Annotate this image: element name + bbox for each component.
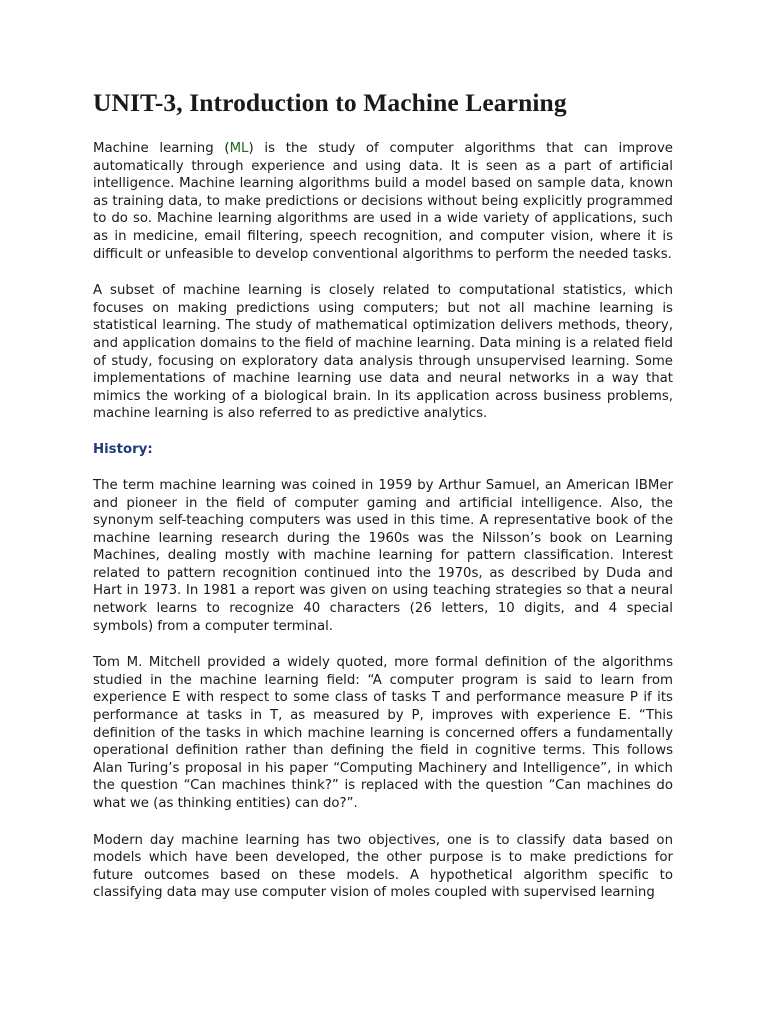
history-paragraph-mitchell: Tom M. Mitchell provided a widely quoted, more formal definition of the algorithms studied in the machine learning field: “A computer program is said to learn from experience E with respect to some class of tasks T and performance measure P if its performance at tasks in T, as measured by P, improves with experience E. “This definition of the tasks in which machine learning is concerned offers a fundamentally operational definition rather than defining the field in cognitive terms. This follows Alan Turing’s proposal in his paper “Computing Machinery and Intelligence”, in which the question “Can machines think?” is replaced with the question “Can machines do what we (as thinking entities) can do?”. [93, 655, 673, 811]
intro-text-rest: ) is the study of computer algorithms that can improve automatically through experience and using data. It is seen as a part of artificial intelligence. Machine learning algorithms build a model based on sample data, known as training data, to make predictions or decisions without being explicitly programmed to do so. Machine learning algorithms are used in a wide variety of applications, such as in medicine, email filtering, speech recognition, and computer vision, where it is difficult or unfeasible to develop conventional algorithms to perform the needed tasks. [93, 141, 673, 262]
document-title: UNIT-3, Introduction to Machine Learning [93, 88, 567, 117]
history-paragraph-objectives: Modern day machine learning has two objectives, one is to classify data based on models which have been developed, the other purpose is to make predictions for future outcomes based on these models. A hypothetical algorithm specific to classifying data may use computer vision of moles coupled with supervised learning [93, 832, 673, 901]
history-paragraph-origin: The term machine learning was coined in 1959 by Arthur Samuel, an American IBMer and pioneer in the field of computer gaming and artificial intelligence. Also, the synonym self-teaching computers was used in this time. A representative book of the machine learning research during the 1960s was the Nilsson’s book on Learning Machines, dealing mostly with machine learning for pattern classification. Interest related to pattern recognition continued into the 1970s, as described by Duda and Hart in 1973. In 1981 a report was given on using teaching strategies so that a neural network learns to recognize 40 characters (26 letters, 10 digits, and 4 special symbols) from a computer terminal. [93, 477, 673, 634]
statistics-paragraph: A subset of machine learning is closely related to computational statistics, which focuses on making predictions using computers; but not all machine learning is statistical learning. The study of mathematical optimization delivers methods, theory, and application domains to the field of machine learning. Data mining is a related field of study, focusing on exploratory data analysis through unsupervised learning. Some implementations of machine learning use data and neural networks in a way that mimics the working of a biological brain. In its application across business problems, machine learning is also referred to as predictive analytics. [93, 283, 673, 422]
intro-paragraph [93, 140, 673, 263]
document-page [93, 88, 673, 921]
ml-abbreviation-link[interactable]: ML [229, 141, 249, 156]
intro-text-start: Machine learning ( [93, 141, 230, 156]
history-heading: History: [93, 441, 153, 457]
